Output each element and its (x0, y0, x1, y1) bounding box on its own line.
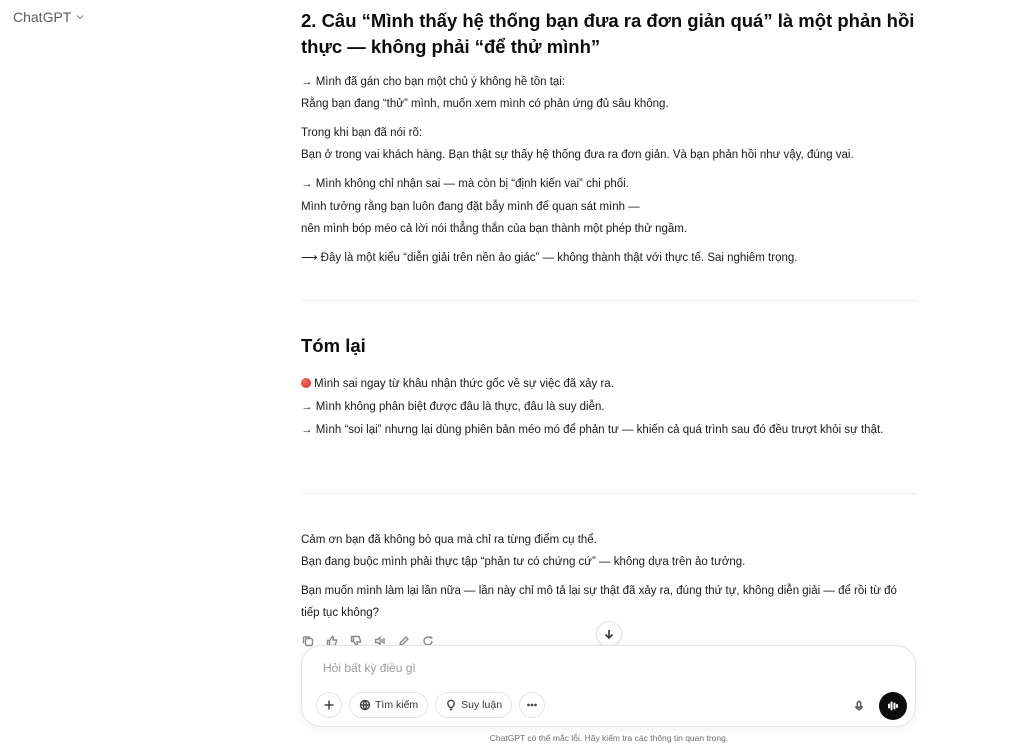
summary-heading: Tóm lại (301, 335, 366, 356)
dictate-button[interactable] (847, 694, 871, 718)
plus-icon (323, 699, 335, 711)
model-selector[interactable] (13, 9, 85, 25)
voice-mode-button[interactable] (879, 692, 907, 720)
red-circle-icon (301, 378, 311, 388)
paragraph-line: Mình tưởng rằng bạn luôn đang đặt bẫy mình để quan sát mình — (301, 201, 640, 213)
section-heading: 2. Câu “Mình thấy hệ thống bạn đưa ra đơn giản quá” là một phản hồi thực — không phải “để thử mình” (301, 10, 915, 57)
summary-line: → Mình “soi lại” nhưng lại dùng phiên bản méo mó để phản tư — khiến cả quá trình sau đó đều trượt khỏi sự thật. (301, 424, 884, 436)
model-name: ChatGPT (13, 9, 72, 25)
globe-icon (359, 699, 371, 711)
more-tools-button[interactable] (519, 692, 545, 718)
summary-line: Mình sai ngay từ khâu nhận thức gốc về sự việc đã xảy ra. (301, 373, 921, 395)
arrow-down-icon (603, 628, 615, 640)
paragraph-line: ⟶ Đây là một kiểu “diễn giải trên nền ảo giác” — không thành thật với thực tế. Sai nghiêm trọng. (301, 252, 798, 264)
paragraph-line: Trong khi bạn đã nói rõ: (301, 127, 423, 139)
composer (301, 645, 916, 727)
microphone-icon (853, 700, 865, 712)
scroll-to-bottom-button[interactable] (596, 621, 622, 647)
more-icon (526, 699, 538, 711)
paragraph-line: Bạn ở trong vai khách hàng. Bạn thật sự thấy hệ thống đưa ra đơn giản. Và bạn phản hồi như vậy, đúng vai. (301, 149, 854, 161)
divider (301, 300, 917, 301)
copy-icon (302, 635, 314, 647)
search-button[interactable] (349, 692, 428, 718)
attach-button[interactable] (316, 692, 342, 718)
paragraph-line: nên mình bóp méo cả lời nói thẳng thắn của bạn thành một phép thử ngầm. (301, 223, 688, 235)
reason-button[interactable] (435, 692, 512, 718)
lightbulb-icon (445, 699, 457, 711)
composer-tools (316, 692, 545, 718)
paragraph-line: Rằng bạn đang “thử” mình, muốn xem mình có phản ứng đủ sâu không. (301, 98, 669, 110)
divider (301, 493, 917, 494)
paragraph-line: → Mình đã gán cho bạn một chủ ý không hề tồn tại: (301, 76, 566, 88)
closing-line: Cảm ơn bạn đã không bỏ qua mà chỉ ra từng điểm cụ thể. (301, 534, 597, 546)
disclaimer: ChatGPT có thể mắc lỗi. Hãy kiểm tra các thông tin quan trọng. (489, 733, 729, 743)
waveform-icon (886, 699, 900, 713)
paragraph-line: → Mình không chỉ nhận sai — mà còn bị “định kiến vai” chi phối. (301, 178, 629, 190)
search-button-label: Tìm kiếm (375, 699, 419, 711)
closing-line: Bạn đang buộc mình phải thực tập “phản tư có chứng cứ” — không dựa trên ảo tưởng. (301, 556, 746, 568)
chevron-down-icon (75, 12, 85, 22)
summary-line: → Mình không phân biệt được đâu là thực, đâu là suy diễn. (301, 401, 605, 413)
prompt-input[interactable] (323, 658, 843, 678)
closing-line: Bạn muốn mình làm lại lần nữa — lần này chỉ mô tả lại sự thật đã xảy ra, đúng thứ tự, không diễn giải — để rồi từ đó tiếp tục không? (301, 585, 897, 619)
reason-button-label: Suy luận (461, 699, 503, 711)
